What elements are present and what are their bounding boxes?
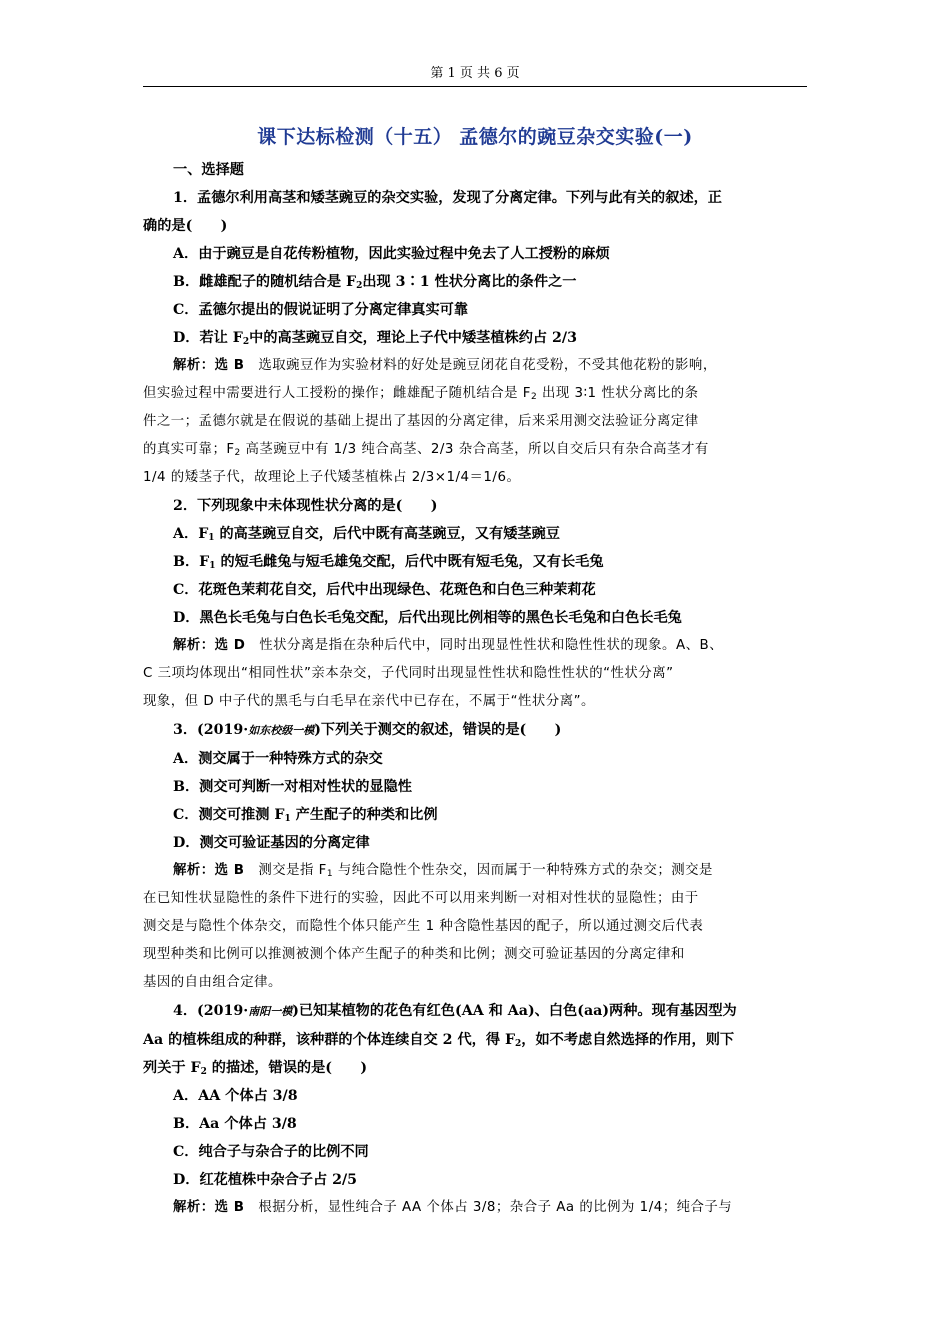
q1-analysis-line: 但实验过程中需要进行人工授粉的操作；雌雄配子随机结合是 $F_2$ 出现 3∶1 性状分离比的条 bbox=[143, 386, 699, 402]
q4-stem-cont: Aa 的植株组成的种群，该种群的个体连续自交 2 代，得 $F_2$，如不考虑自然选择的作用，则下 bbox=[143, 1032, 735, 1049]
q1-analysis: 解析：选 B 选取豌豆作为实验材料的好处是豌豆闭花自花受粉，不受其他花粉的影响， bbox=[173, 358, 717, 373]
q4-option-a: A．AA 个体占 3/8 bbox=[173, 1088, 298, 1104]
q4-option-b: B．Aa 个体占 3/8 bbox=[173, 1116, 297, 1132]
q3-analysis-line: 测交是与隐性个体杂交，而隐性个体只能产生 1 种含隐性基因的配子，所以通过测交后代表 bbox=[143, 919, 704, 934]
q3-option-d: D．测交可验证基因的分离定律 bbox=[173, 835, 370, 851]
q1-option-a: A．由于豌豆是自花传粉植物，因此实验过程中免去了人工授粉的麻烦 bbox=[173, 246, 610, 262]
q3-analysis-line: 现型种类和比例可以推测被测个体产生配子的种类和比例；测交可验证基因的分离定律和 bbox=[143, 947, 685, 962]
q1-stem-cont: 确的是( ) bbox=[143, 218, 228, 234]
q4-option-d: D．红花植株中杂合子占 2/5 bbox=[173, 1172, 358, 1188]
q3-analysis-line: 基因的自由组合定律。 bbox=[143, 975, 282, 990]
q2-option-c: C．花斑色茉莉花自交，后代中出现绿色、花斑色和白色三种茉莉花 bbox=[173, 582, 596, 598]
q2-option-d: D．黑色长毛兔与白色长毛兔交配，后代出现比例相等的黑色长毛兔和白色长毛兔 bbox=[173, 610, 682, 626]
q3-stem: 3．(2019·如东校级一模)下列关于测交的叙述，错误的是( ) bbox=[173, 722, 562, 738]
q2-stem: 2．下列现象中未体现性状分离的是( ) bbox=[173, 498, 438, 514]
q3-analysis-line: 在已知性状显隐性的条件下进行的实验，因此不可以用来判断一对相对性状的显隐性；由于 bbox=[143, 891, 699, 906]
q3-option-a: A．测交属于一种特殊方式的杂交 bbox=[173, 751, 383, 767]
q2-analysis: 解析：选 D 性状分离是指在杂种后代中，同时出现显性性状和隐性性状的现象。A、B、 bbox=[173, 638, 724, 653]
q2-option-a: A．$F_1$ 的高茎豌豆自交，后代中既有高茎豌豆，又有矮茎豌豆 bbox=[173, 526, 560, 543]
q3-option-b: B．测交可判断一对相对性状的显隐性 bbox=[173, 779, 412, 795]
q1-option-c: C．孟德尔提出的假说证明了分离定律真实可靠 bbox=[173, 302, 469, 318]
document-body bbox=[143, 156, 807, 1222]
q4-stem-cont: 列关于 $F_2$ 的描述，错误的是( ) bbox=[143, 1060, 368, 1077]
page-title: 课下达标检测（十五） 孟德尔的豌豆杂交实验(一) bbox=[257, 126, 693, 148]
section-heading: 一、选择题 bbox=[173, 162, 244, 178]
header-rule bbox=[143, 86, 807, 87]
q4-analysis: 解析：选 B 根据分析，显性纯合子 AA 个体占 3/8；杂合子 Aa 的比例为 1/4；纯合子与 bbox=[173, 1200, 733, 1215]
q1-stem: 1．孟德尔利用高茎和矮茎豌豆的杂交实验，发现了分离定律。下列与此有关的叙述，正 bbox=[173, 190, 722, 206]
q4-stem: 4．(2019·南阳一模)已知某植物的花色有红色(AA 和 Aa)、白色(aa)两种。现有基因型为 bbox=[173, 1003, 737, 1019]
q4-option-c: C．纯合子与杂合子的比例不同 bbox=[173, 1144, 369, 1160]
q1-analysis-line: 的真实可靠；$F_2$ 高茎豌豆中有 1/3 纯合高茎、2/3 杂合高茎，所以自交后只有杂合高茎才有 bbox=[143, 442, 709, 458]
q2-analysis-line: 现象，但 D 中子代的黑毛与白毛早在亲代中已存在，不属于“性状分离”。 bbox=[143, 694, 595, 709]
q1-analysis-line: 件之一；孟德尔就是在假说的基础上提出了基因的分离定律，后来采用测交法验证分离定律 bbox=[143, 414, 699, 429]
page-header: 第 1 页 共 6 页 bbox=[430, 66, 520, 81]
q2-option-b: B．$F_1$ 的短毛雌兔与短毛雄兔交配，后代中既有短毛兔，又有长毛兔 bbox=[173, 554, 604, 571]
q3-option-c: C．测交可推测 $F_1$ 产生配子的种类和比例 bbox=[173, 807, 438, 824]
q2-analysis-line: C 三项均体现出“相同性状”亲本杂交，子代同时出现显性性状和隐性性状的“性状分离” bbox=[143, 666, 674, 681]
q3-analysis: 解析：选 B 测交是指 $F_1$ 与纯合隐性个性杂交，因而属于一种特殊方式的杂交；测交是 bbox=[173, 863, 713, 879]
q1-analysis-line: 1/4 的矮茎子代，故理论上子代矮茎植株占 2/3×1/4＝1/6。 bbox=[143, 470, 521, 485]
q1-option-b: B．雌雄配子的随机结合是 $F_2$出现 3∶1 性状分离比的条件之一 bbox=[173, 274, 577, 291]
q1-option-d: D．若让 $F_2$中的高茎豌豆自交，理论上子代中矮茎植株约占 2/3 bbox=[173, 330, 577, 347]
